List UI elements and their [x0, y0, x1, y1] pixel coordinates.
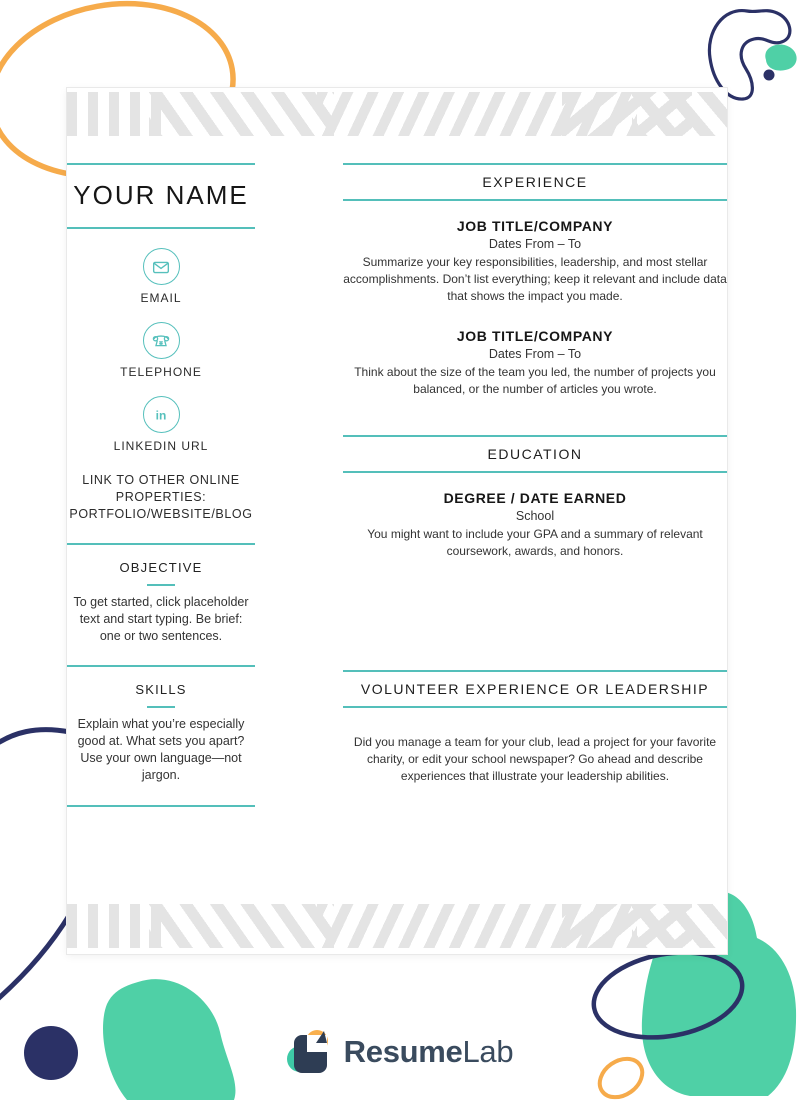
job-title: JOB TITLE/COMPANY	[456, 218, 614, 234]
divider	[67, 163, 255, 165]
mint-blob-top-right	[765, 45, 796, 71]
stripe-band-top	[67, 92, 727, 136]
brand-name-light: Lab	[462, 1034, 514, 1069]
education-description: You might want to include your GPA and a summary of relevant coursework, awards, and honors.	[367, 527, 703, 558]
contact-label: EMAIL	[140, 291, 182, 305]
brand-name[interactable]	[344, 1034, 514, 1070]
divider	[343, 163, 727, 165]
linkedin-icon	[143, 396, 180, 433]
divider	[67, 543, 255, 545]
resume-main	[343, 163, 727, 785]
job-description: Summarize your key responsibilities, leadership, and most stellar accomplishments. Don’t list everything; keep it relevant and include data that shows the impact you made.	[343, 255, 727, 303]
navy-dot-top-right	[764, 70, 775, 81]
mini-divider	[147, 706, 175, 708]
brand-footer	[0, 1028, 800, 1076]
contact-item-linkedin	[67, 396, 255, 453]
contact-item-email	[67, 248, 255, 305]
stripe-band-bottom	[67, 904, 727, 948]
divider	[67, 227, 255, 229]
divider	[343, 471, 727, 473]
resumelab-logo-icon[interactable]	[287, 1028, 333, 1076]
navy-arc-left	[0, 730, 70, 1004]
online-properties-note: LINK TO OTHER ONLINE PROPERTIES: PORTFOLIO/WEBSITE/BLOG	[69, 473, 253, 521]
job-dates: Dates From – To	[488, 347, 582, 361]
contact-label: LINKEDIN URL	[113, 439, 209, 453]
job-description: Think about the size of the team you led, the number of projects you balanced, or the number of articles you wrote.	[354, 365, 716, 396]
resume-sidebar	[67, 163, 255, 807]
skills-body: Explain what you’re especially good at. What sets you apart? Use your own language—not jargon.	[77, 717, 245, 782]
objective-title: OBJECTIVE	[119, 560, 203, 575]
job-title: JOB TITLE/COMPANY	[456, 328, 614, 344]
resume-name: YOUR NAME	[73, 180, 249, 210]
divider	[343, 670, 727, 672]
divider	[343, 199, 727, 201]
education-entry	[343, 490, 727, 560]
contact-item-telephone	[67, 322, 255, 379]
experience-entry	[343, 328, 727, 398]
resume-page	[67, 88, 727, 954]
divider	[67, 805, 255, 807]
education-title: EDUCATION	[487, 446, 583, 462]
degree-title: DEGREE / DATE EARNED	[443, 490, 627, 506]
experience-entry	[343, 218, 727, 305]
job-dates: Dates From – To	[488, 237, 582, 251]
divider	[343, 435, 727, 437]
volunteer-title: VOLUNTEER EXPERIENCE OR LEADERSHIP	[360, 681, 710, 697]
objective-body: To get started, click placeholder text and start typing. Be brief: one or two sentences.	[73, 595, 249, 643]
experience-title: EXPERIENCE	[482, 174, 588, 190]
contact-label: TELEPHONE	[120, 365, 202, 379]
svg-text:in: in	[155, 408, 167, 422]
divider	[343, 706, 727, 708]
divider	[67, 665, 255, 667]
telephone-icon	[143, 322, 180, 359]
volunteer-description: Did you manage a team for your club, lead a project for your favorite charity, or edit your school newspaper? Go ahead and describe experiences that illustrate your leadership abilities.	[353, 735, 717, 783]
school-name: School	[515, 509, 555, 523]
mini-divider	[147, 584, 175, 586]
email-icon	[143, 248, 180, 285]
brand-name-bold: Resume	[343, 1034, 463, 1069]
skills-title: SKILLS	[135, 682, 187, 697]
